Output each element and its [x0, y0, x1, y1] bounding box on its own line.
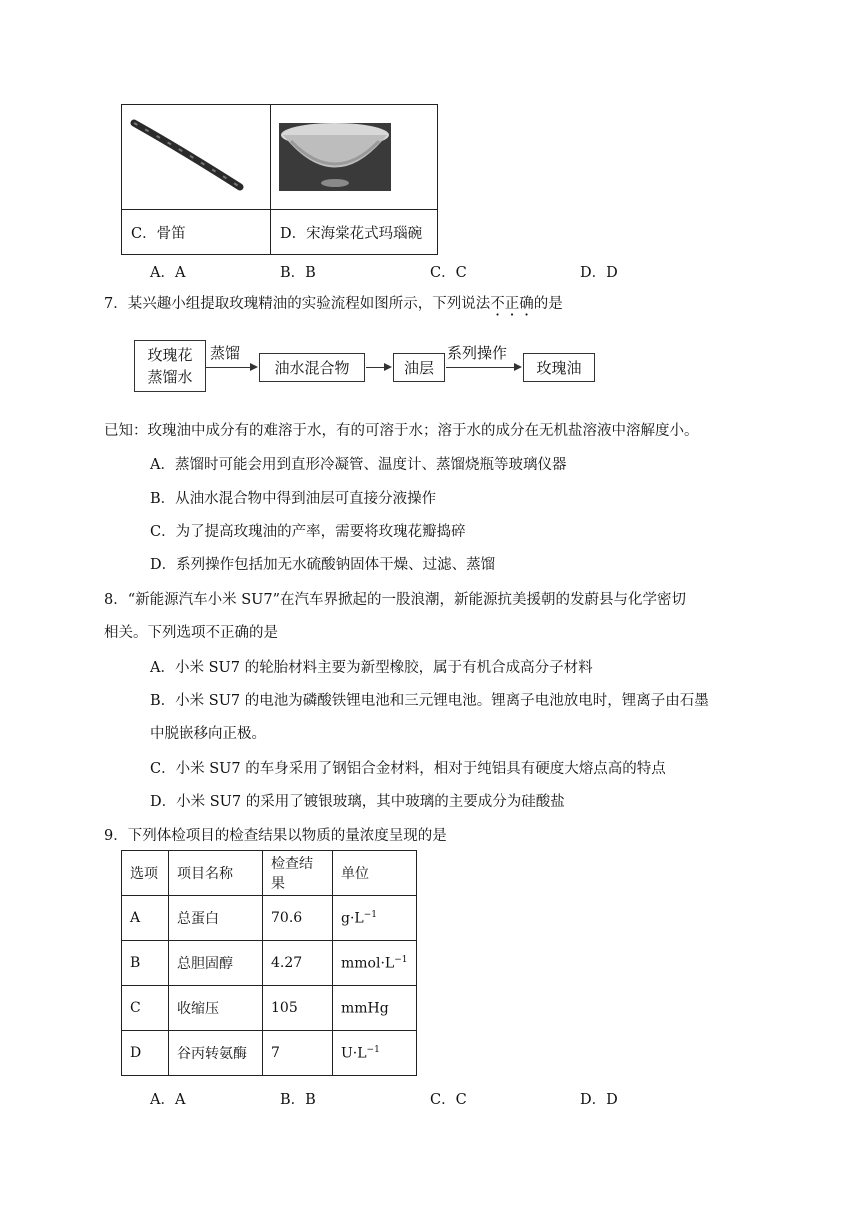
table-row	[122, 986, 417, 1031]
table-cell: $U\cdot L^{-1}$	[333, 1031, 417, 1076]
table-cell: 7	[263, 1031, 333, 1076]
flow-box-rose-water: 玫瑰花 蒸馏水	[134, 340, 206, 392]
table-row	[122, 896, 417, 941]
q9-option-a: A．A	[150, 1092, 186, 1108]
q8-option-d: D．小米 SU7 的采用了镀银玻璃，其中玻璃的主要成分为硅酸盐	[150, 794, 565, 810]
q8-option-b-line1: B．小米 SU7 的电池为磷酸铁锂电池和三元锂电池。锂离子电池放电时，锂离子由石墨	[150, 693, 709, 709]
q7-option-b: B．从油水混合物中得到油层可直接分液操作	[150, 491, 437, 507]
table-header: 单位	[333, 851, 417, 896]
table-cell: 收缩压	[169, 986, 263, 1031]
emphasis-char: 确	[519, 296, 534, 312]
q7-known-info: 已知：玫瑰油中成分有的难溶于水，有的可溶于水；溶于水的成分在无机盐溶液中溶解度小。	[104, 423, 699, 439]
table-cell: B	[122, 941, 169, 986]
flow-label-series-ops: 系列操作	[447, 344, 508, 362]
flow-arrow	[366, 367, 390, 368]
q7-option-a: A．蒸馏时可能会用到直形冷凝管、温度计、蒸馏烧瓶等玻璃仪器	[150, 457, 567, 473]
table-cell: 4.27	[263, 941, 333, 986]
table-cell: $g\cdot L^{-1}$	[333, 896, 417, 941]
q6-option-a: A．A	[150, 265, 186, 281]
flow-arrow	[446, 367, 520, 368]
q7-option-c: C．为了提高玫瑰油的产率，需要将玫瑰花瓣捣碎	[150, 524, 466, 540]
table-row	[122, 1031, 417, 1076]
table-cell: 105	[263, 986, 333, 1031]
table-cell: 总蛋白	[169, 896, 263, 941]
checkup-results-table	[121, 850, 417, 1076]
table-header: 项目名称	[169, 851, 263, 896]
bone-flute-image-cell	[122, 105, 271, 210]
q6-option-c: C．C	[430, 265, 467, 281]
table-header-row	[122, 851, 417, 896]
table-cell: D	[122, 1031, 169, 1076]
bone-flute-image	[122, 105, 270, 205]
table-cell: mmHg	[333, 986, 417, 1031]
q6-option-d: D．D	[580, 265, 618, 281]
q8-option-b-line2: 中脱嵌移向正极。	[150, 726, 266, 742]
q8-option-c: C．小米 SU7 的车身采用了钢铝合金材料，相对于纯铝具有硬度大熔点高的特点	[150, 761, 666, 777]
q8-stem-line1: 8．“新能源汽车小米 SU7”在汽车界掀起的一股浪潮，新能源抗美援朝的发蔚县与化学密切	[104, 592, 687, 608]
q9-option-b: B．B	[280, 1092, 316, 1108]
table-cell: C	[122, 986, 169, 1031]
agate-bowl-image	[271, 105, 437, 205]
caption-d: D．宋海棠花式玛瑙碗	[271, 210, 438, 255]
q9-option-d: D．D	[580, 1092, 618, 1108]
q7-option-d: D．系列操作包括加无水硫酸钠固体干燥、过滤、蒸馏	[150, 557, 496, 573]
flow-box-oil-layer: 油层	[393, 353, 445, 382]
table-row	[122, 941, 417, 986]
table-header: 选项	[122, 851, 169, 896]
q9-option-c: C．C	[430, 1092, 467, 1108]
flow-box-rose-oil: 玫瑰油	[523, 353, 595, 382]
emphasis-char: 正	[504, 296, 520, 312]
flow-box-oil-water-mix: 油水混合物	[259, 353, 365, 382]
flow-arrow	[206, 367, 256, 368]
table-cell: A	[122, 896, 169, 941]
flow-label-distill: 蒸馏	[210, 344, 241, 362]
table-header: 检查结果	[263, 851, 333, 896]
q7-stem: 7．某兴趣小组提取玫瑰精油的实验流程如图所示，下列说法不正确的是	[104, 296, 563, 312]
artifact-image-table	[121, 104, 438, 255]
q8-option-a: A．小米 SU7 的轮胎材料主要为新型橡胶，属于有机合成高分子材料	[150, 660, 593, 676]
agate-bowl-image-cell	[271, 105, 438, 210]
table-cell: 总胆固醇	[169, 941, 263, 986]
q8-stem-line2: 相关。下列选项不正确的是	[104, 625, 278, 641]
caption-c: C．骨笛	[122, 210, 271, 255]
table-cell: 谷丙转氨酶	[169, 1031, 263, 1076]
table-cell: $mmol\cdot L^{-1}$	[333, 941, 417, 986]
q6-option-b: B．B	[280, 265, 316, 281]
table-cell: 70.6	[263, 896, 333, 941]
q9-stem: 9．下列体检项目的检查结果以物质的量浓度呈现的是	[104, 828, 447, 844]
emphasis-char: 不	[490, 296, 505, 312]
